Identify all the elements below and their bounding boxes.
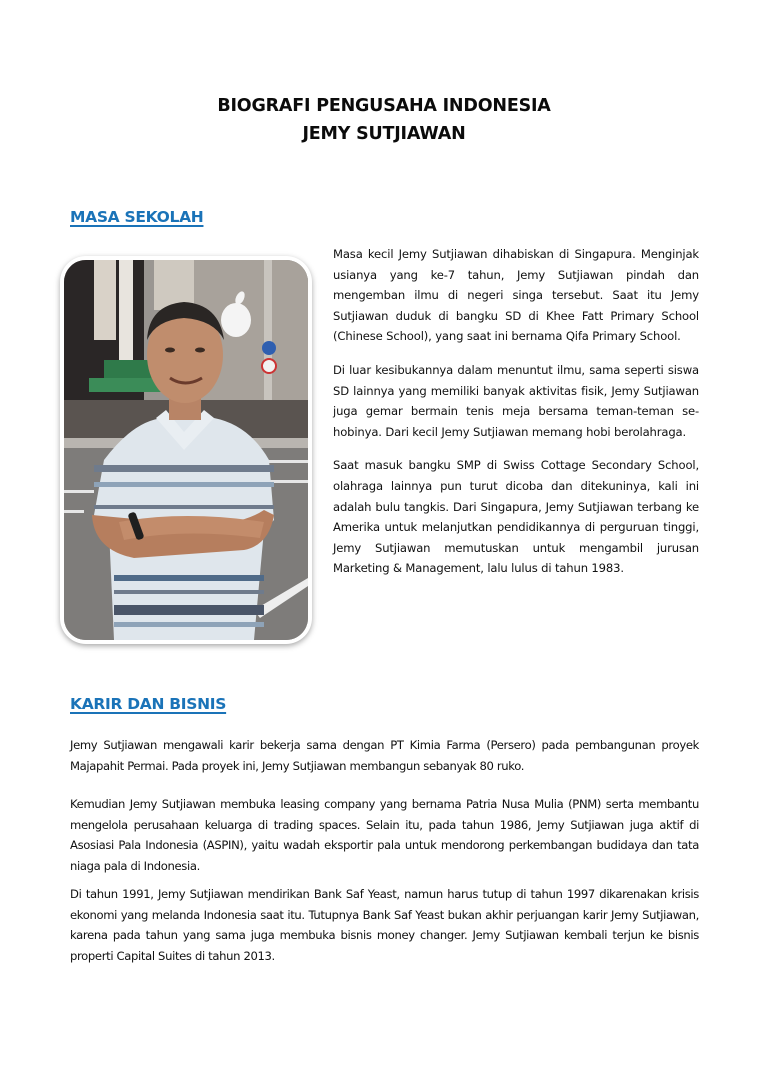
paragraph: Masa kecil Jemy Sutjiawan dihabiskan di Singapura. Menginjak usianya yang ke-7 tahun, Jemy Sutjiawan pindah dan mengemban ilmu di negeri singa tersebut. Saat itu Jemy Sutjiawan duduk di bangku SD di Khee Fatt Primary School (Chinese School), yang saat ini bernama Qifa Primary School. bbox=[333, 247, 699, 344]
karir-paragraph-1 bbox=[70, 735, 699, 776]
karir-paragraph-3 bbox=[70, 884, 699, 966]
masa-sekolah-text bbox=[333, 244, 699, 592]
section-heading-karir-dan-bisnis: KARIR DAN BISNIS bbox=[70, 695, 227, 713]
title-line-2: JEMY SUTJIAWAN bbox=[302, 124, 466, 144]
title-line-1: BIOGRAFI PENGUSAHA INDONESIA bbox=[217, 96, 551, 116]
portrait-photo-illustration bbox=[64, 260, 308, 640]
portrait-photo-frame bbox=[60, 256, 312, 644]
paragraph: Di tahun 1991, Jemy Sutjiawan mendirikan Bank Saf Yeast, namun harus tutup di tahun 1997 dikarenakan krisis ekonomi yang melanda Indonesia saat itu. Tutupnya Bank Saf Yeast bukan akhir perjuangan karir Jemy Sutjiawan, karena pada tahun yang sama juga membuka bisnis money changer. Jemy Sutjiawan kembali terjun ke bisnis properti Capital Suites di tahun 2013. bbox=[70, 887, 699, 963]
paragraph: Di luar kesibukannya dalam menuntut ilmu, sama seperti siswa SD lainnya yang memiliki banyak aktivitas fisik, Jemy Sutjiawan juga gemar bermain tenis meja bersama teman-teman se-hobinya. Dari kecil Jemy Sutjiawan memang hobi berolahraga. bbox=[333, 362, 699, 439]
paragraph: Saat masuk bangku SMP di Swiss Cottage Secondary School, olahraga lainnya pun turut dicoba dan ditekuninya, kali ini adalah bulu tangkis. Dari Singapura, Jemy Sutjiawan terbang ke Amerika untuk melanjutkan pendidikannya di perguruan tinggi, Jemy Sutjiawan memutuskan untuk mengambil jurusan Marketing & Management, lalu lulus di tahun 1983. bbox=[333, 458, 699, 576]
section-heading-masa-sekolah: MASA SEKOLAH bbox=[70, 208, 204, 226]
page-title bbox=[0, 92, 768, 148]
portrait-photo bbox=[64, 260, 308, 640]
paragraph: Kemudian Jemy Sutjiawan membuka leasing company yang bernama Patria Nusa Mulia (PNM) serta membantu mengelola perusahaan keluarga di trading spaces. Selain itu, pada tahun 1986, Jemy Sutjiawan juga aktif di Asosiasi Pala Indonesia (ASPIN), yaitu wadah eksportir pala untuk mendorong perkembangan budidaya dan tata niaga pala di Indonesia. bbox=[70, 797, 699, 873]
karir-paragraph-2 bbox=[70, 794, 699, 876]
paragraph: Jemy Sutjiawan mengawali karir bekerja sama dengan PT Kimia Farma (Persero) pada pembangunan proyek Majapahit Permai. Pada proyek ini, Jemy Sutjiawan membangun sebanyak 80 ruko. bbox=[70, 738, 699, 773]
